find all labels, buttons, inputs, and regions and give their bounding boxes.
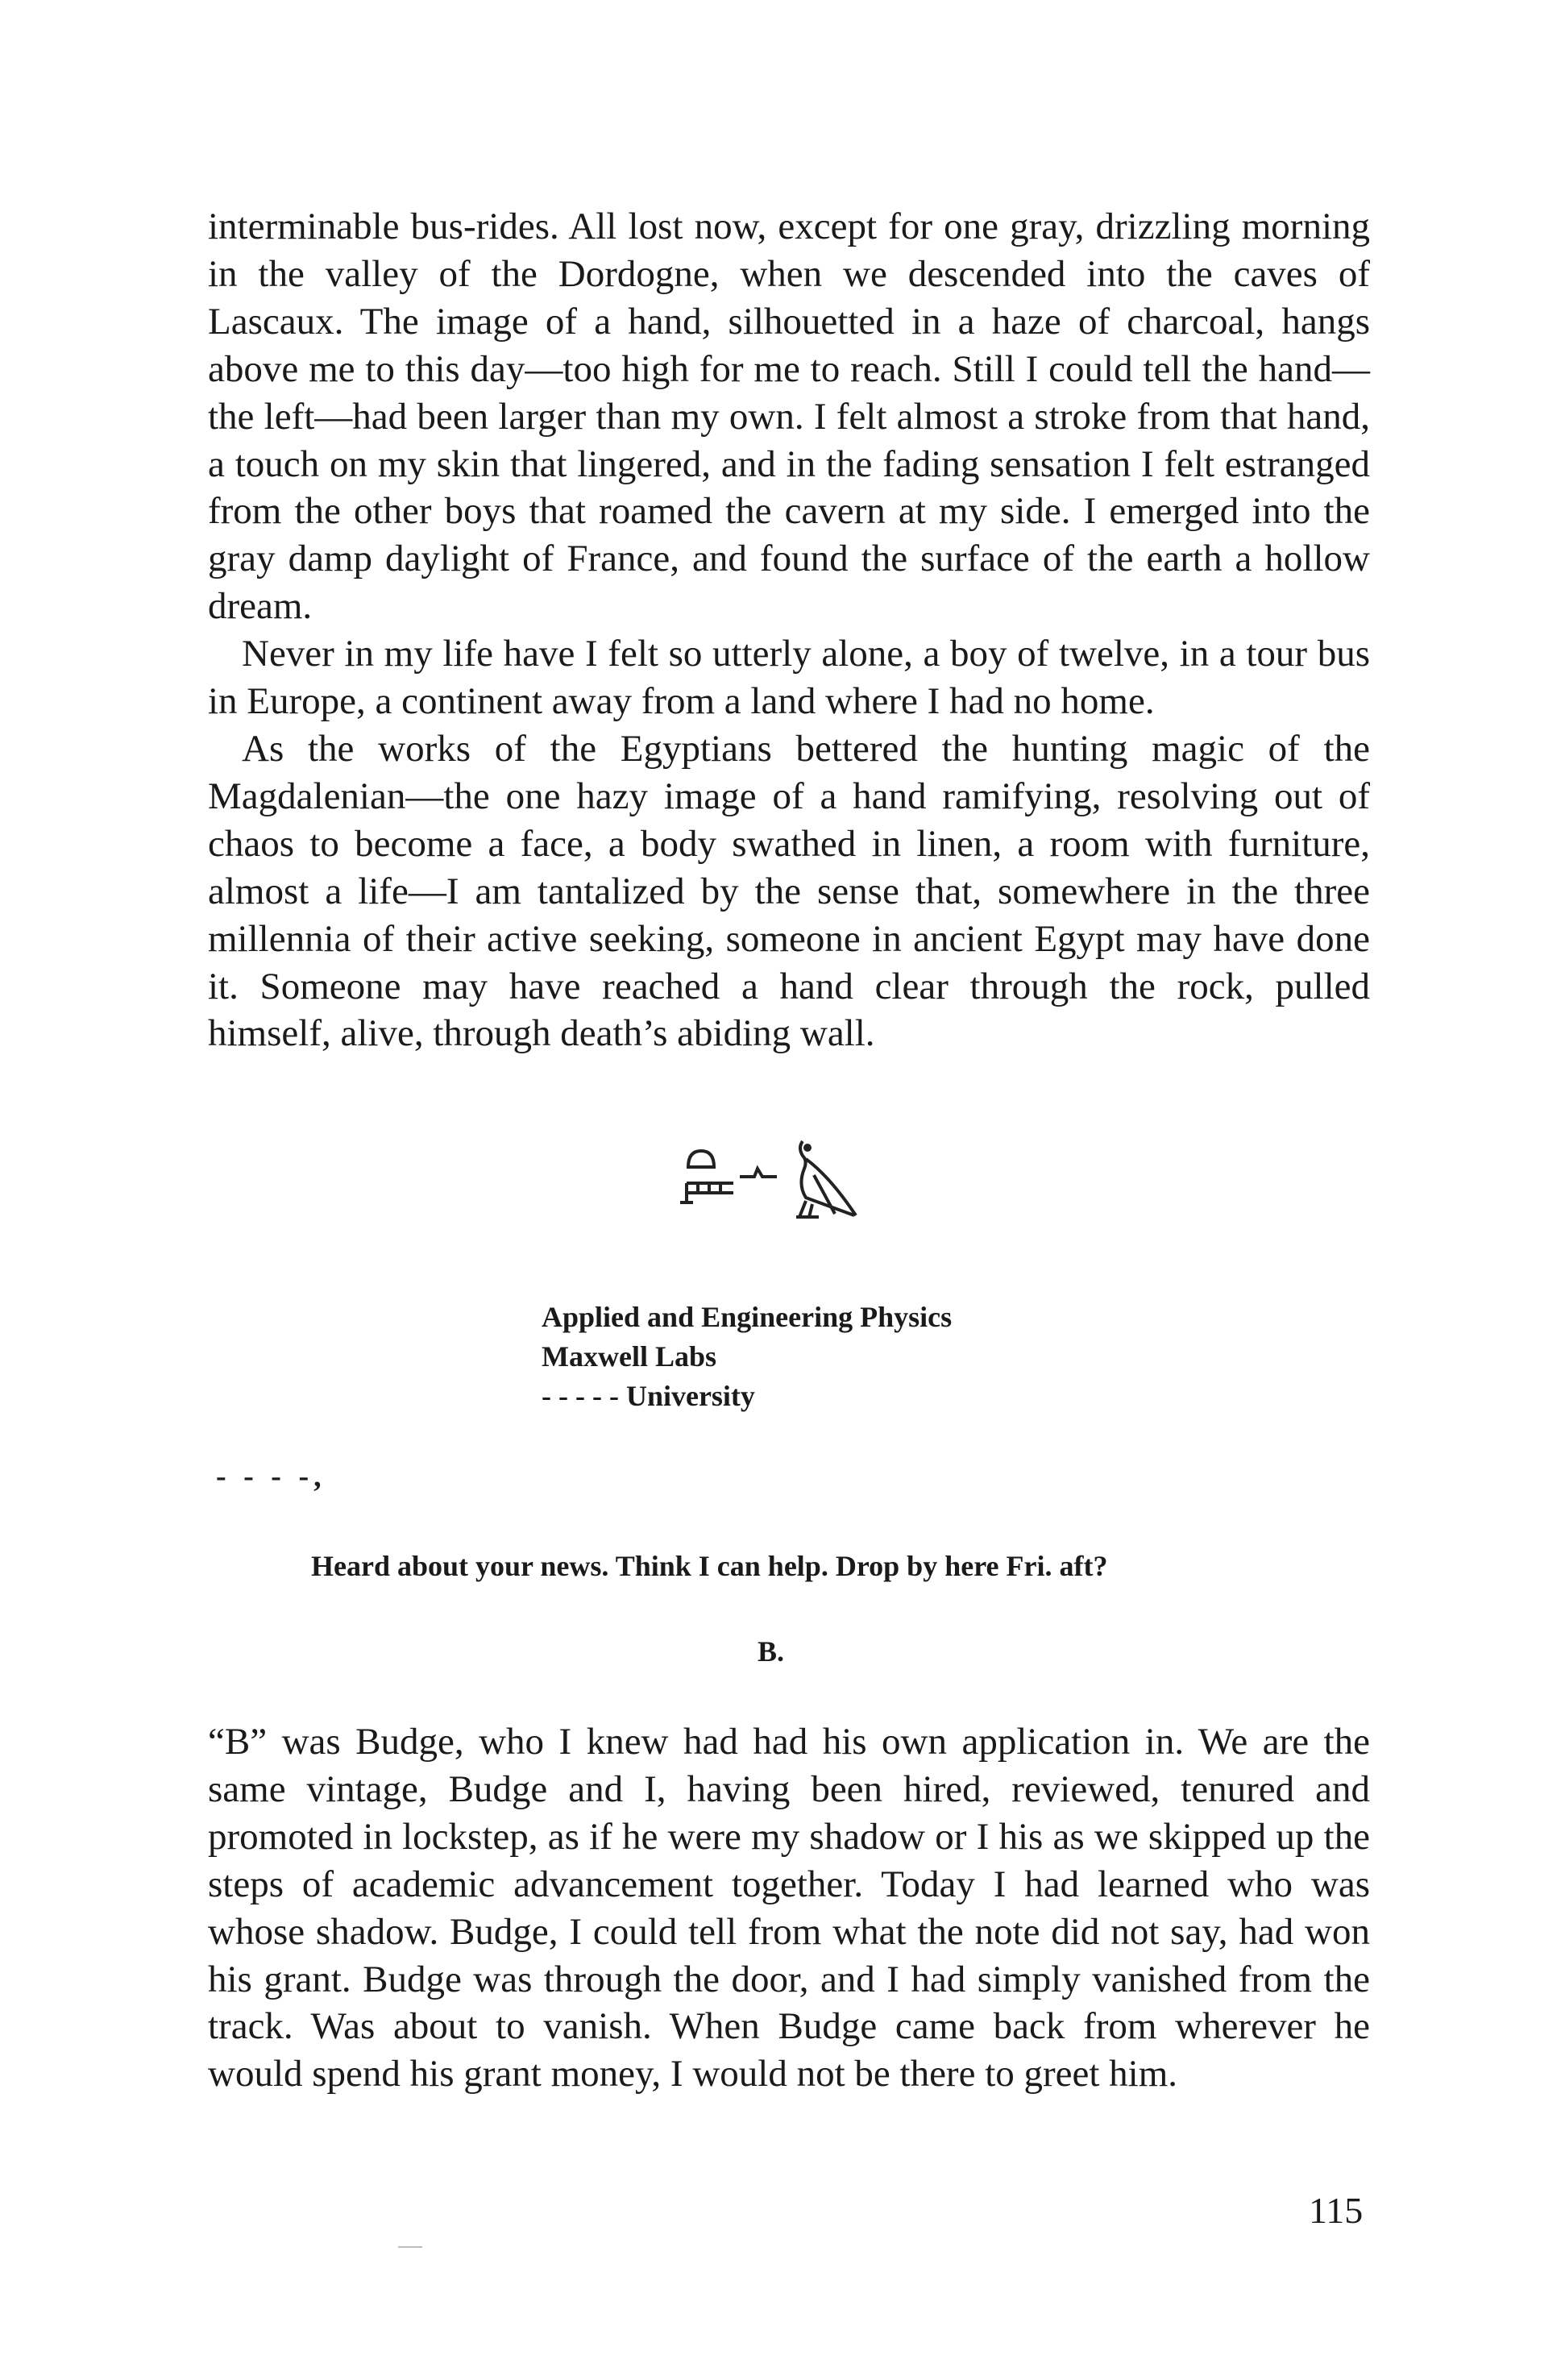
memo-message: Heard about your news. Think I can help. Drop by here Fri. aft? [311,1550,1108,1582]
page-number: 115 [1309,2190,1364,2231]
letterhead-department: Applied and Engineering Physics [542,1301,953,1333]
footer-mark [398,2246,422,2248]
paragraph-alone: Never in my life have I felt so utterly alone, a boy of twelve, in a tour bus in Europe, a continent away from a land where I had no home. [208,633,1370,723]
paragraph-budge: “B” was Budge, who I knew had had his own application in. We are the same vintage, Budge and I, having been hired, reviewed, tenured and promoted in lockstep, as if he were my shadow or I his as we skipped up the steps of academic advancement together. Today I had learned who was whose shadow. Budge, I could tell from what the note did not say, had won his grant. Budge was through the door, and I had simply vanished from the track. Was about to vanish. When Budge came back from wherever he would spend his grant money, I would not be there to greet him. [208,1721,1370,2095]
bolt-glyph-icon [680,1183,733,1202]
vulture-glyph-icon [796,1141,856,1217]
memo-signature: B. [758,1635,785,1668]
letterhead-lab: Maxwell Labs [542,1340,717,1373]
loaf-glyph-icon [688,1151,714,1167]
body-text-bottom [208,1718,1370,2098]
hieroglyph-ornament [677,1136,919,1233]
body-text-top [208,203,1370,1057]
arm-glyph-icon [740,1169,777,1177]
memo-letterhead [542,1298,952,1416]
paragraph-egyptians: As the works of the Egyptians bettered the hunting magic of the Magdalenian—the one hazy image of a hand ramifying, resolving out of chaos to become a face, a body swathed in linen, a room with furniture, almost a life—I am tantalized by the sense that, somewhere in the three millennia of their active seeking, someone in ancient Egypt may have done it. Someone may have reached a hand clear through the rock, pulled himself, alive, through death’s abiding wall. [208,727,1370,1055]
paragraph-lascaux: interminable bus-rides. All lost now, except for one gray, drizzling morning in the valley of the Dordogne, when we descended into the caves of Lascaux. The image of a hand, silhouetted in a haze of charcoal, hangs above me to this day—too high for me to reach. Still I could tell the hand—the left—had been larger than my own. I felt almost a stroke from that hand, a touch on my skin that lingered, and in the fading sensation I felt estranged from the other boys that roamed the cavern at my side. I emerged into the gray damp daylight of France, and found the surface of the earth a hollow dream. [208,206,1370,628]
memo-salutation: - - - -, [216,1460,326,1493]
letterhead-university: - - - - - University [542,1380,755,1412]
